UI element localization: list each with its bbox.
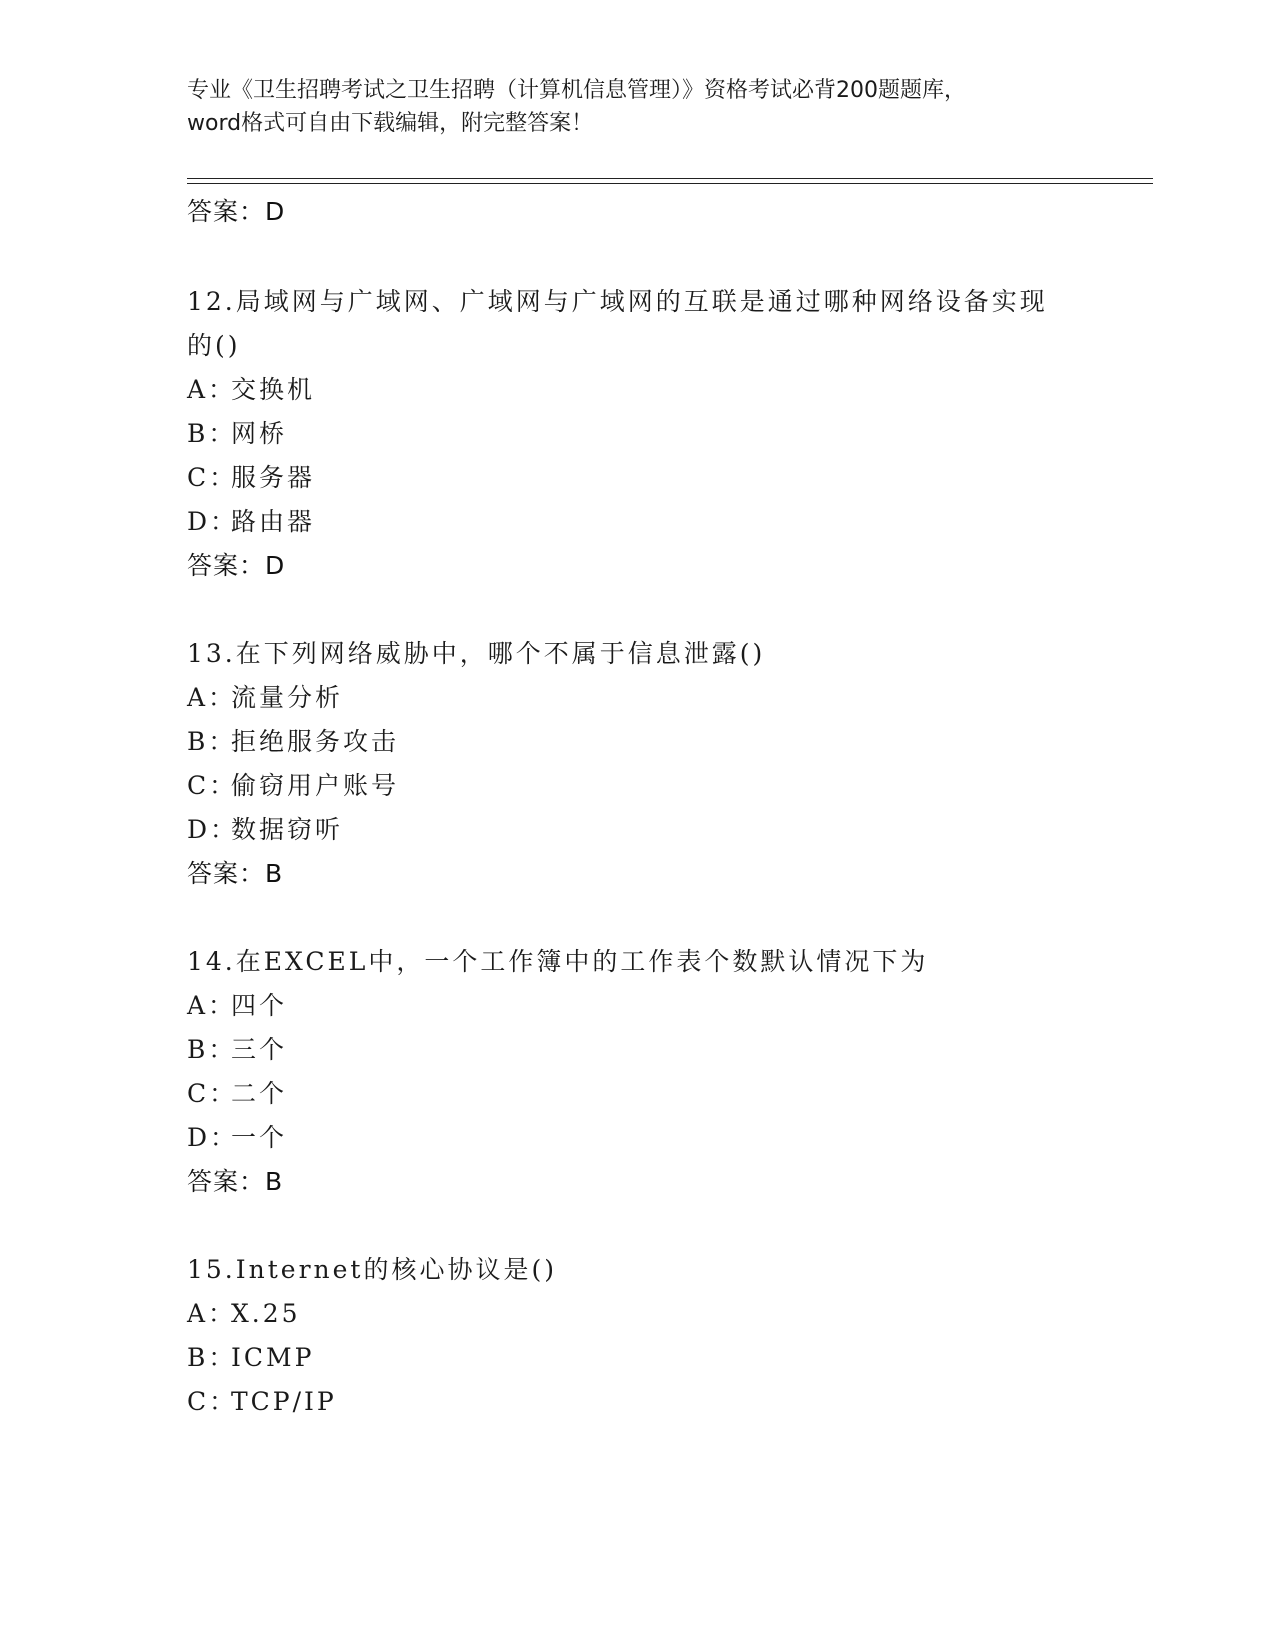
header-line-2: word格式可自由下载编辑，附完整答案！ (187, 111, 594, 136)
header-line-1: 专业《卫生招聘考试之卫生招聘（计算机信息管理）》资格考试必背200题题库， (187, 78, 966, 103)
q12-option-b (187, 414, 287, 450)
option-text: 四个 (231, 991, 288, 1020)
option-letter: C： (187, 463, 238, 492)
option-text: 路由器 (231, 507, 316, 536)
q13-stem-line-1: 13.在下列网络威胁中，哪个不属于信息泄露() (187, 639, 766, 668)
document-header (187, 74, 1087, 140)
option-text: ICMP (231, 1343, 315, 1372)
option-letter: C： (187, 771, 238, 800)
option-text: 偷窃用户账号 (231, 771, 400, 800)
q15-stem-line-1: 15.Internet的核心协议是() (187, 1255, 557, 1284)
option-letter: D： (187, 507, 239, 536)
q13-option-d (187, 810, 343, 846)
q12-stem-line-1: 12.局域网与广域网、广域网与广域网的互联是通过哪种网络设备实现 (187, 287, 1048, 316)
option-text: 二个 (231, 1079, 288, 1108)
answer-q12: 答案：D (187, 551, 286, 580)
option-letter: D： (187, 815, 239, 844)
header-divider-bottom (187, 183, 1153, 184)
option-letter: D： (187, 1123, 239, 1152)
q13-option-c (187, 766, 399, 802)
option-letter: A： (187, 991, 237, 1020)
header-divider-top (187, 178, 1153, 179)
option-letter: C： (187, 1079, 238, 1108)
option-letter: C： (187, 1387, 238, 1416)
option-letter: A： (187, 375, 237, 404)
q14-option-b (187, 1030, 287, 1066)
option-letter: A： (187, 683, 237, 712)
q13-option-b (187, 722, 399, 758)
option-letter: B： (187, 727, 237, 756)
answer-q13: 答案：B (187, 859, 284, 888)
option-text: 一个 (231, 1123, 288, 1152)
option-letter: B： (187, 419, 237, 448)
q15-option-c (187, 1382, 337, 1418)
option-text: 服务器 (231, 463, 316, 492)
option-letter: B： (187, 1035, 237, 1064)
q13-option-a (187, 678, 343, 714)
q12-option-c (187, 458, 315, 494)
q14-option-c (187, 1074, 287, 1110)
option-text: 网桥 (231, 419, 288, 448)
q14-stem-line-1: 14.在EXCEL中，一个工作簿中的工作表个数默认情况下为 (187, 947, 929, 976)
option-text: 拒绝服务攻击 (231, 727, 400, 756)
option-text: TCP/IP (231, 1387, 337, 1416)
option-letter: A： (187, 1299, 237, 1328)
option-text: 交换机 (231, 375, 316, 404)
option-text: X.25 (231, 1299, 301, 1328)
answer-q11: 答案：D (187, 197, 286, 226)
answer-q14: 答案：B (187, 1167, 284, 1196)
q12-stem-line-2: 的() (187, 331, 241, 360)
option-text: 三个 (231, 1035, 288, 1064)
option-text: 数据窃听 (231, 815, 344, 844)
q14-option-a (187, 986, 287, 1022)
option-text: 流量分析 (231, 683, 344, 712)
q12-option-a (187, 370, 315, 406)
q15-option-a (187, 1294, 301, 1330)
q14-option-d (187, 1118, 287, 1154)
q12-option-d (187, 502, 315, 538)
option-letter: B： (187, 1343, 237, 1372)
q15-option-b (187, 1338, 314, 1374)
